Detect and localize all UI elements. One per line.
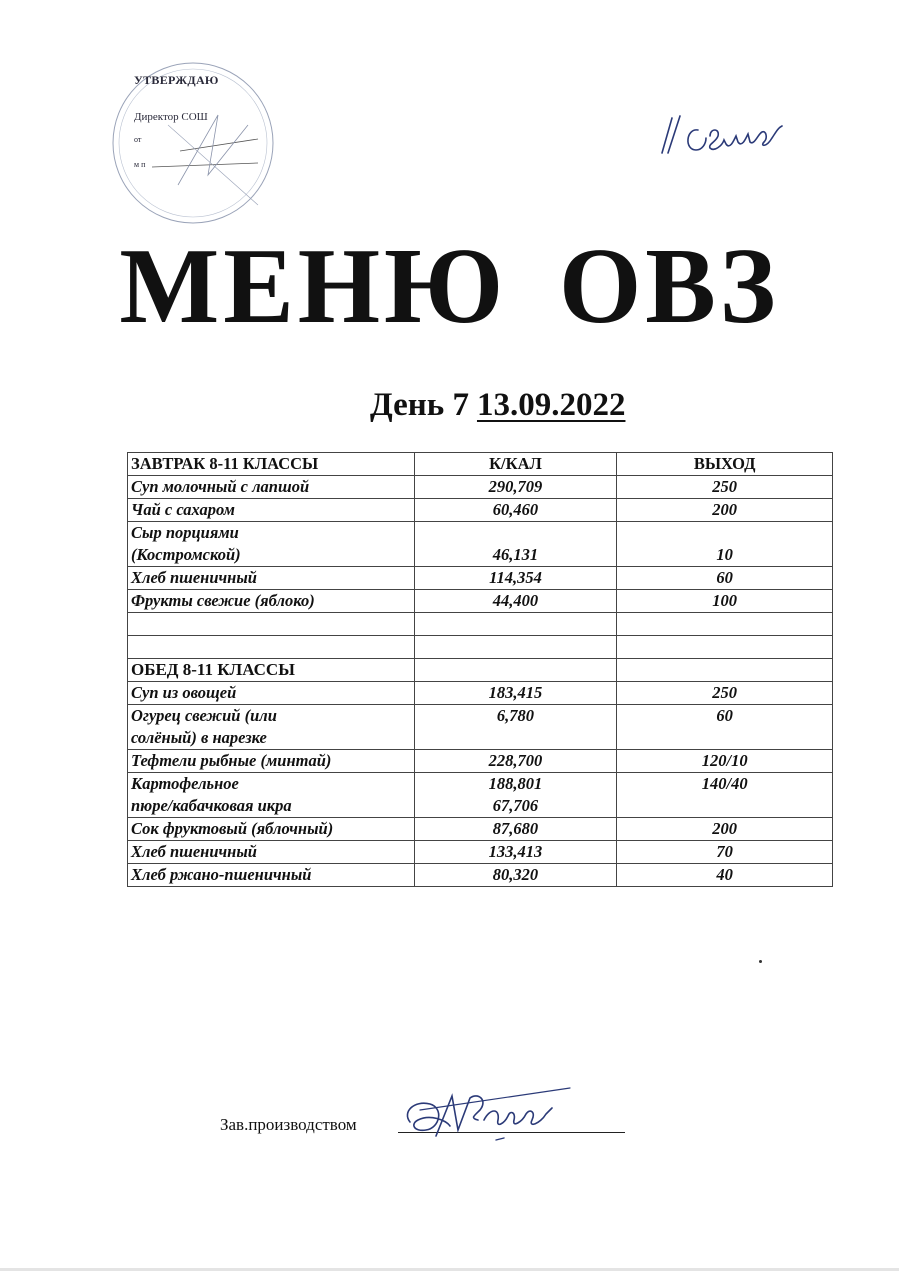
dish-name: Сок фруктовый (яблочный) bbox=[128, 818, 415, 841]
empty-cell bbox=[617, 636, 833, 659]
dish-name-cell bbox=[128, 522, 415, 567]
table-row bbox=[128, 705, 833, 750]
menu-table bbox=[127, 452, 833, 887]
dish-name: Суп молочный с лапшой bbox=[128, 476, 415, 499]
dish-name: Чай с сахаром bbox=[128, 499, 415, 522]
table-row bbox=[128, 522, 833, 567]
dish-output: 200 bbox=[617, 499, 833, 522]
table-row bbox=[128, 750, 833, 773]
empty-cell bbox=[414, 636, 617, 659]
dish-kcal-cell bbox=[414, 773, 617, 818]
table-row bbox=[128, 476, 833, 499]
dish-name-cell bbox=[128, 773, 415, 818]
dish-name-cell bbox=[128, 705, 415, 750]
table-row bbox=[128, 773, 833, 818]
dish-kcal: 44,400 bbox=[414, 590, 617, 613]
dish-kcal: 290,709 bbox=[414, 476, 617, 499]
dish-output: 120/10 bbox=[617, 750, 833, 773]
empty-cell bbox=[414, 613, 617, 636]
dish-name: Сыр порциями bbox=[131, 523, 239, 542]
dish-output: 60 bbox=[617, 567, 833, 590]
dish-output: 70 bbox=[617, 841, 833, 864]
empty-row bbox=[128, 636, 833, 659]
stamp-approve-text: УТВЕРЖДАЮ bbox=[134, 73, 219, 87]
empty-cell bbox=[414, 659, 617, 682]
dish-kcal: 60,460 bbox=[414, 499, 617, 522]
dish-output: 200 bbox=[617, 818, 833, 841]
lunch-header: ОБЕД 8-11 КЛАССЫ bbox=[128, 659, 415, 682]
dish-kcal: 228,700 bbox=[414, 750, 617, 773]
stray-dot bbox=[759, 960, 762, 963]
dish-name-continued: пюре/кабачковая икра bbox=[131, 796, 292, 815]
dish-output: 60 bbox=[617, 705, 833, 750]
dish-kcal: 87,680 bbox=[414, 818, 617, 841]
header-kcal: К/КАЛ bbox=[414, 453, 617, 476]
dish-kcal: 188,801 bbox=[488, 774, 543, 793]
dish-kcal: 46,131 bbox=[414, 522, 617, 567]
dish-output: 140/40 bbox=[617, 773, 833, 818]
dish-output: 100 bbox=[617, 590, 833, 613]
dish-output: 250 bbox=[617, 682, 833, 705]
dish-name: Хлеб ржано-пшеничный bbox=[128, 864, 415, 887]
dish-name: Картофельное bbox=[131, 774, 239, 793]
dish-kcal: 114,354 bbox=[414, 567, 617, 590]
table-row bbox=[128, 818, 833, 841]
empty-cell bbox=[128, 636, 415, 659]
header-breakfast: ЗАВТРАК 8-11 КЛАССЫ bbox=[128, 453, 415, 476]
dish-name: Огурец свежий (или bbox=[131, 706, 277, 725]
dish-output: 250 bbox=[617, 476, 833, 499]
table-row bbox=[128, 682, 833, 705]
dish-name-continued: солёный) в нарезке bbox=[131, 728, 267, 747]
dish-kcal: 80,320 bbox=[414, 864, 617, 887]
production-head-signature bbox=[400, 1080, 580, 1160]
empty-cell bbox=[617, 659, 833, 682]
stamp-director-text: Директор СОШ bbox=[134, 111, 208, 123]
table-row bbox=[128, 590, 833, 613]
empty-row bbox=[128, 613, 833, 636]
empty-cell bbox=[617, 613, 833, 636]
header-output: ВЫХОД bbox=[617, 453, 833, 476]
day-line bbox=[370, 387, 625, 424]
dish-kcal-second: 67,706 bbox=[492, 796, 539, 815]
dish-kcal: 133,413 bbox=[414, 841, 617, 864]
table-row bbox=[128, 567, 833, 590]
dish-name-continued: (Костромской) bbox=[131, 545, 241, 564]
dish-name: Тефтели рыбные (минтай) bbox=[128, 750, 415, 773]
stamp-from-text: от bbox=[134, 135, 142, 144]
page-title: МЕНЮ ОВЗ bbox=[119, 227, 780, 346]
dish-name: Фрукты свежие (яблоко) bbox=[128, 590, 415, 613]
approval-stamp bbox=[108, 55, 283, 230]
dish-name: Хлеб пшеничный bbox=[128, 841, 415, 864]
dish-name: Суп из овощей bbox=[128, 682, 415, 705]
footer-label: Зав.производством bbox=[220, 1115, 357, 1134]
stamp-mp-text: м п bbox=[134, 160, 146, 169]
page-edge bbox=[0, 1268, 899, 1271]
dish-output: 10 bbox=[617, 522, 833, 567]
table-row bbox=[128, 864, 833, 887]
director-signature bbox=[650, 98, 800, 168]
dish-output: 40 bbox=[617, 864, 833, 887]
empty-cell bbox=[128, 613, 415, 636]
dish-kcal: 183,415 bbox=[414, 682, 617, 705]
lunch-header-row bbox=[128, 659, 833, 682]
day-date: 13.09.2022 bbox=[476, 387, 626, 423]
table-row bbox=[128, 499, 833, 522]
table-header-row bbox=[128, 453, 833, 476]
day-label: День 7 bbox=[370, 387, 469, 423]
dish-name: Хлеб пшеничный bbox=[128, 567, 415, 590]
table-row bbox=[128, 841, 833, 864]
dish-kcal: 6,780 bbox=[414, 705, 617, 750]
